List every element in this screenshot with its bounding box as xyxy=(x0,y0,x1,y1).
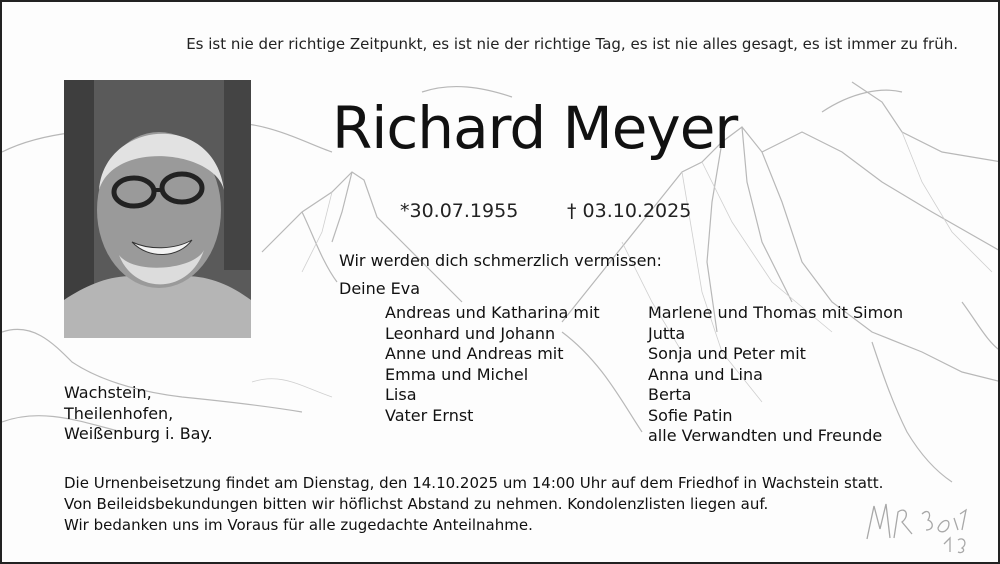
death-date: † 03.10.2025 xyxy=(567,200,692,222)
birth-date: *30.07.1955 xyxy=(400,200,519,222)
deceased-name: Richard Meyer xyxy=(332,94,738,162)
place-line: Weißenburg i. Bay. xyxy=(64,424,213,443)
mourner-line: Anne und Andreas mit xyxy=(385,344,564,363)
intro-text: Wir werden dich schmerzlich vermissen: xyxy=(339,251,662,270)
mourner-line: Sonja und Peter mit xyxy=(648,344,806,363)
portrait-icon xyxy=(64,80,251,338)
mourner-line: Emma und Michel xyxy=(385,364,529,384)
footer-line: Von Beileidsbekundungen bitten wir höflichst Abstand zu nehmen. Kondolenzlisten liegen auf. xyxy=(64,495,769,513)
footer-line: Wir bedanken uns im Voraus für alle zugedachte Anteilnahme. xyxy=(64,516,533,534)
mourner-line: Jutta xyxy=(648,323,686,343)
mourner-line: Marlene und Thomas mit Simon xyxy=(648,303,904,322)
mourner-line: Andreas und Katharina mit xyxy=(385,303,600,322)
artist-signature-icon xyxy=(862,494,982,554)
footer-text xyxy=(64,473,883,536)
mourners-left-column xyxy=(385,303,600,426)
place-block xyxy=(64,383,213,445)
mourner-line: Vater Ernst xyxy=(385,405,474,425)
place-line: Wachstein, xyxy=(64,383,152,402)
place-line: Theilenhofen, xyxy=(64,403,174,423)
portrait-photo xyxy=(64,80,251,338)
mourners-right-column xyxy=(648,303,903,447)
mourner-line: alle Verwandten und Freunde xyxy=(648,426,883,445)
mourner-line: Sofie Patin xyxy=(648,405,733,425)
mourner-line: Anna und Lina xyxy=(648,364,763,384)
spouse-name: Deine Eva xyxy=(339,279,421,298)
footer-line: Die Urnenbeisetzung findet am Dienstag, den 14.10.2025 um 14:00 Uhr auf dem Friedhof in Wachstein statt. xyxy=(64,474,884,492)
mourner-line: Leonhard und Johann xyxy=(385,323,556,343)
mourner-line: Berta xyxy=(648,385,692,404)
mourner-line: Lisa xyxy=(385,385,417,404)
quote: Es ist nie der richtige Zeitpunkt, es ist nie der richtige Tag, es ist nie alles gesagt, es ist immer zu früh. xyxy=(186,35,958,53)
